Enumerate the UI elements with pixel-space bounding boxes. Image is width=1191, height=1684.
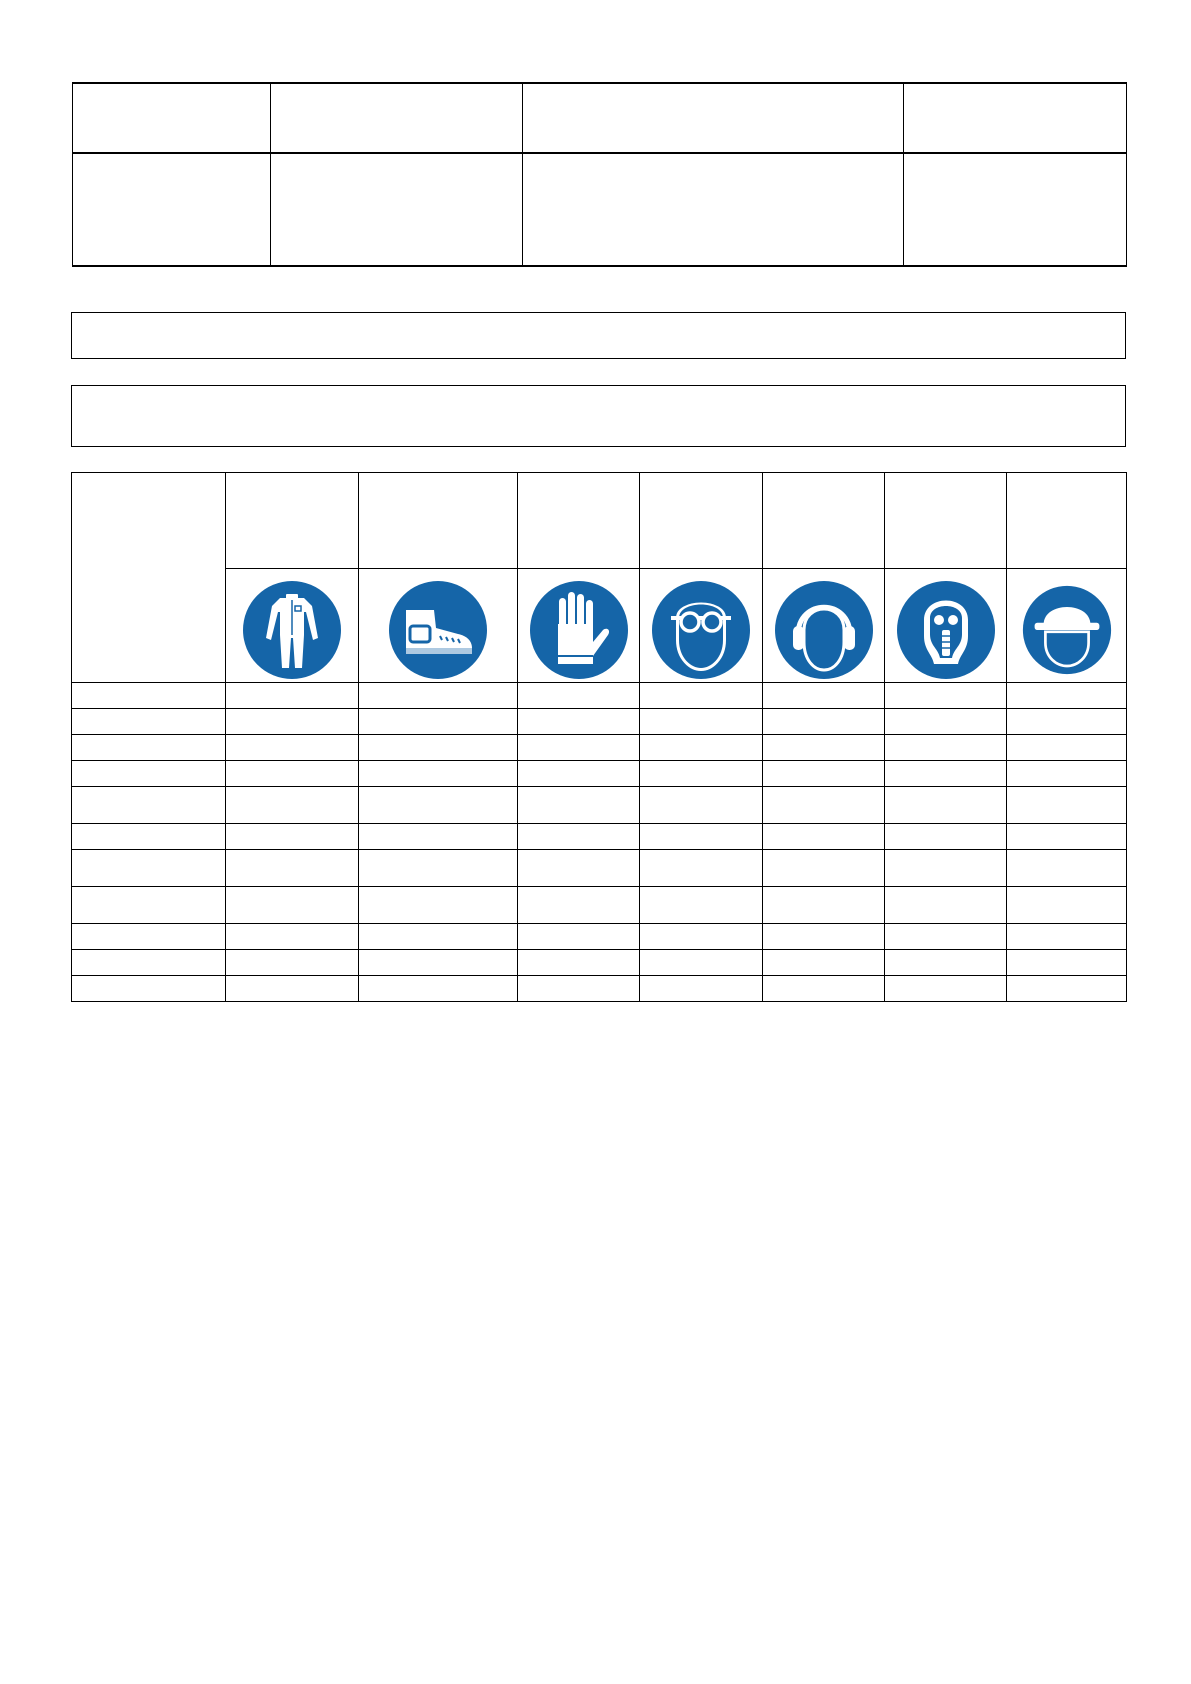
table-cell [885, 709, 1007, 735]
table-cell [640, 709, 763, 735]
protective-gloves-icon [529, 580, 629, 680]
sign-cell [640, 569, 763, 683]
sign-cell [518, 569, 640, 683]
table-cell [359, 924, 518, 950]
table-cell [226, 950, 359, 976]
table-cell [1007, 683, 1127, 709]
table-cell [763, 850, 885, 887]
table-cell [359, 824, 518, 850]
respirator-mask-icon [896, 580, 996, 680]
table-cell [359, 761, 518, 787]
table-header-row [72, 473, 1127, 569]
table-cell [359, 787, 518, 824]
table-cell [885, 824, 1007, 850]
table-cell [640, 761, 763, 787]
table-cell [1007, 976, 1127, 1002]
table-cell [763, 761, 885, 787]
header-cell [1007, 473, 1127, 569]
table-cell [518, 709, 640, 735]
table-cell [72, 787, 226, 824]
table-cell [523, 153, 904, 266]
table-cell [518, 683, 640, 709]
table-cell [518, 850, 640, 887]
table-cell [226, 924, 359, 950]
table-cell [73, 153, 271, 266]
table-cell [640, 683, 763, 709]
table-cell [640, 787, 763, 824]
table-cell [226, 850, 359, 887]
table-cell [640, 976, 763, 1002]
table-row [72, 950, 1127, 976]
table-cell [904, 153, 1127, 266]
table-cell [885, 887, 1007, 924]
table-cell [359, 976, 518, 1002]
table-cell [518, 824, 640, 850]
table-cell [518, 787, 640, 824]
sign-cell [359, 569, 518, 683]
header-cell [518, 473, 640, 569]
table-cell [1007, 924, 1127, 950]
table-cell [518, 924, 640, 950]
header-table [72, 82, 1127, 267]
table-cell [763, 683, 885, 709]
table-row [72, 887, 1127, 924]
table-row [72, 924, 1127, 950]
table-cell [226, 824, 359, 850]
table-cell [1007, 761, 1127, 787]
table-cell [226, 976, 359, 1002]
table-cell [518, 887, 640, 924]
safety-goggles-icon [651, 580, 751, 680]
table-cell [763, 924, 885, 950]
table-cell [226, 683, 359, 709]
safety-boots-icon [388, 580, 488, 680]
table-cell [640, 924, 763, 950]
protective-coverall-icon [242, 580, 342, 680]
header-cell [763, 473, 885, 569]
header-cell [226, 473, 359, 569]
ppe-table [71, 472, 1127, 1002]
table-row [72, 683, 1127, 709]
table-cell [763, 709, 885, 735]
table-cell [72, 976, 226, 1002]
hard-hat-icon [1022, 585, 1112, 675]
table-cell [1007, 950, 1127, 976]
table-cell [763, 950, 885, 976]
table-cell [226, 735, 359, 761]
table-cell [72, 824, 226, 850]
table-cell [763, 824, 885, 850]
table-cell [1007, 787, 1127, 824]
table-cell [885, 735, 1007, 761]
header-cell [885, 473, 1007, 569]
sign-cell [885, 569, 1007, 683]
header-cell [271, 83, 523, 153]
table-cell [763, 976, 885, 1002]
table-cell [885, 924, 1007, 950]
header-cell [523, 83, 904, 153]
table-cell [763, 887, 885, 924]
table-row [73, 153, 1127, 266]
table-cell [640, 887, 763, 924]
table-cell [763, 787, 885, 824]
table-cell [763, 735, 885, 761]
table-cell [359, 709, 518, 735]
table-row [73, 83, 1127, 153]
table-row [72, 850, 1127, 887]
table-cell [1007, 850, 1127, 887]
sign-cell [226, 569, 359, 683]
sign-cell [1007, 569, 1127, 683]
table-cell [640, 824, 763, 850]
table-row [72, 976, 1127, 1002]
table-cell [226, 709, 359, 735]
table-cell [518, 761, 640, 787]
table-cell [359, 887, 518, 924]
ear-protection-icon [774, 580, 874, 680]
table-cell [1007, 735, 1127, 761]
info-box [71, 385, 1126, 447]
table-cell [359, 735, 518, 761]
table-row [72, 735, 1127, 761]
table-cell [72, 683, 226, 709]
table-cell [1007, 824, 1127, 850]
table-cell [885, 976, 1007, 1002]
header-cell [359, 473, 518, 569]
table-cell [885, 850, 1007, 887]
table-cell [226, 887, 359, 924]
table-cell [72, 950, 226, 976]
info-box [71, 312, 1126, 359]
table-cell [885, 761, 1007, 787]
table-cell [885, 950, 1007, 976]
table-cell [72, 887, 226, 924]
table-row [72, 761, 1127, 787]
table-cell [226, 787, 359, 824]
table-cell [72, 735, 226, 761]
table-cell [359, 950, 518, 976]
table-cell [72, 924, 226, 950]
table-cell [72, 709, 226, 735]
table-cell [640, 735, 763, 761]
table-row [72, 709, 1127, 735]
table-row [72, 787, 1127, 824]
icon-row [72, 569, 1127, 683]
table-cell [518, 976, 640, 1002]
table-cell [885, 787, 1007, 824]
table-cell [518, 735, 640, 761]
table-cell [1007, 887, 1127, 924]
table-cell [640, 850, 763, 887]
header-cell [72, 473, 226, 683]
table-cell [72, 761, 226, 787]
table-cell [885, 683, 1007, 709]
header-cell [904, 83, 1127, 153]
sign-cell [763, 569, 885, 683]
table-cell [359, 683, 518, 709]
table-cell [518, 950, 640, 976]
header-cell [640, 473, 763, 569]
table-cell [271, 153, 523, 266]
table-cell [640, 950, 763, 976]
table-cell [72, 850, 226, 887]
header-cell [73, 83, 271, 153]
table-cell [359, 850, 518, 887]
table-cell [1007, 709, 1127, 735]
table-row [72, 824, 1127, 850]
table-cell [226, 761, 359, 787]
